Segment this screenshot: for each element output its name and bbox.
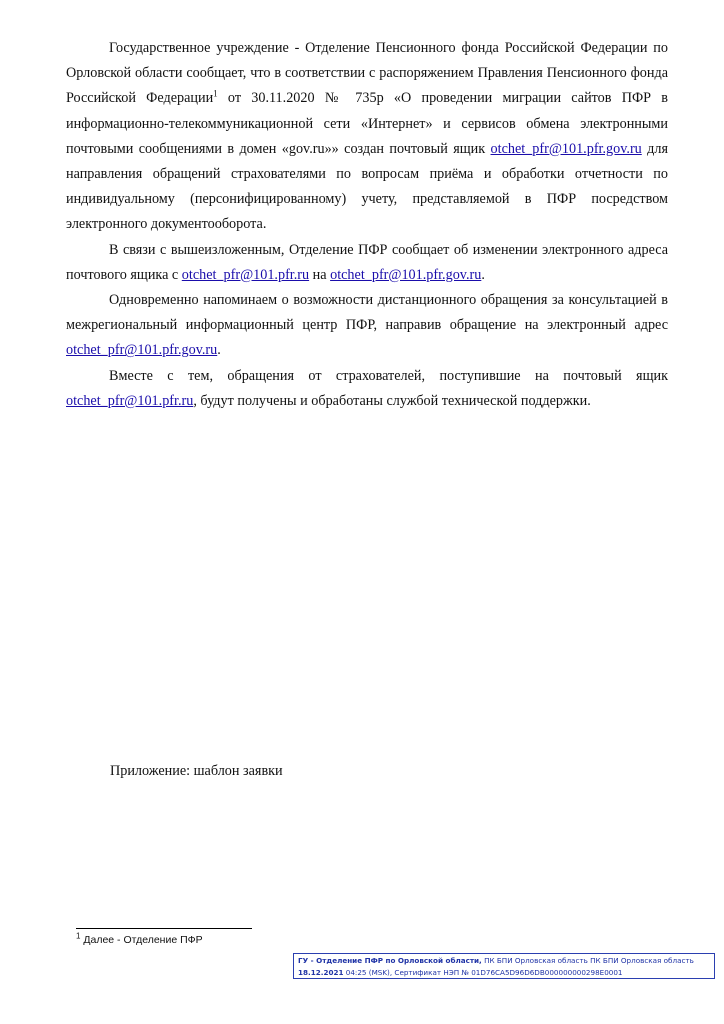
signature-date: 18.12.2021 [298,967,344,977]
footnote-divider [76,928,252,929]
paragraph-4-text-b: , будут получены и обработаны службой технической поддержки. [193,392,591,409]
electronic-signature-stamp [293,953,715,979]
paragraph-4 [66,364,668,414]
paragraph-1-text-b: от 30.11.2020 № 735р «О проведении миграции сайтов ПФР в информационно-телекоммуникационной сети «Интернет» и сервисов обмена электронными почтовыми сообщениями в домен «gov.ru»» создан почтовый ящик [66,90,669,157]
email-link-old[interactable]: otchet_pfr@101.pfr.ru [181,266,310,283]
paragraph-2-text-b: на [309,266,331,283]
signature-signer: ПК БПИ Орловская область ПК БПИ Орловская область [481,956,694,965]
paragraph-1 [66,36,668,238]
paragraph-3-text-b: . [217,342,221,359]
paragraph-3 [66,288,668,364]
paragraph-2 [66,238,668,288]
paragraph-4-text-a: Вместе с тем, обращения от страхователей, поступившие на почтовый ящик [109,367,668,384]
letter-body [66,36,668,414]
email-link-new[interactable]: otchet_pfr@101.pfr.gov.ru [66,342,218,359]
footnote-reference: 1 [213,88,218,99]
paragraph-1-text-c: для направления обращений страхователями по вопросам приёма и обработки отчетности по индивидуальному (персонифицированному) учету, представляемой в ПФР посредством электронного документооборота. [66,140,668,233]
appendix-note: Приложение: шаблон заявки [110,763,283,779]
paragraph-2-text-c: . [481,266,485,283]
paragraph-2-text-a: В связи с вышеизложенным, Отделение ПФР сообщает об изменении электронного адреса почтового ящика с [66,241,668,283]
footnote-text: Далее - Отделение ПФР [80,934,203,946]
paragraph-3-text-a: Одновременно напоминаем о возможности дистанционного обращения за консультацией в межрегиональный информационный центр ПФР, направив обращение на электронный адрес [66,292,668,334]
email-link-new[interactable]: otchet_pfr@101.pfr.gov.ru [490,140,642,157]
signature-line-1 [298,955,714,967]
email-link-new[interactable]: otchet_pfr@101.pfr.gov.ru [330,266,482,283]
paragraph-1-text-a: Государственное учреждение - Отделение Пенсионного фонда Российской Федерации по Орловской области сообщает, что в соответствии с распоряжением Правления Пенсионного фонда Российской Федерации [66,40,668,107]
signature-organization: ГУ - Отделение ПФР по Орловской области, [298,956,482,965]
email-link-old[interactable]: otchet_pfr@101.pfr.ru [66,392,194,409]
footnote-mark: 1 [76,931,81,941]
footnote [76,933,203,947]
signature-certificate: 04:25 (MSK), Сертификат НЭП № 01D76CA5D96D6DB000000000298E0001 [343,967,623,977]
signature-line-2 [298,967,714,979]
